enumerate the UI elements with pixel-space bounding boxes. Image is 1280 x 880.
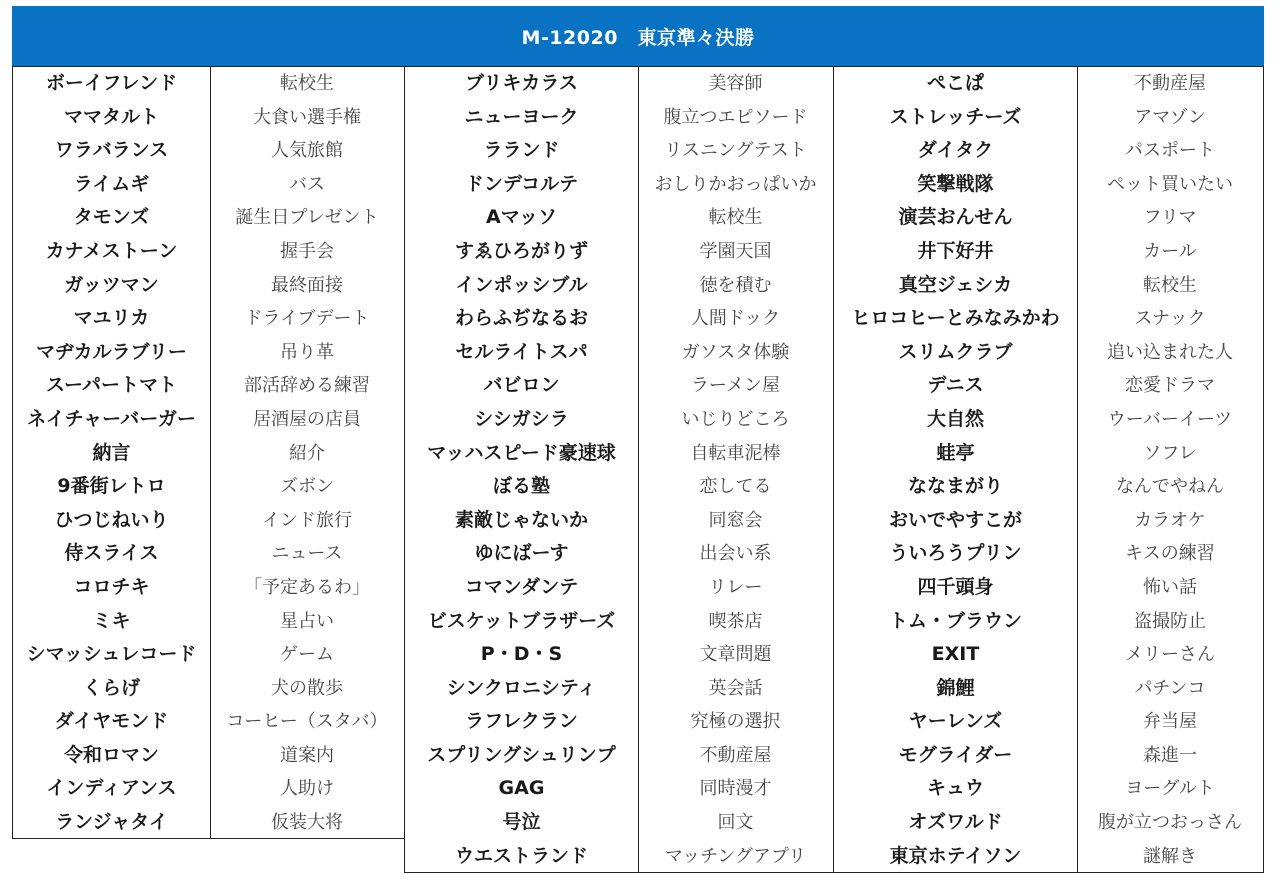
performance-topic: 転校生 xyxy=(708,207,763,229)
performer-name: ミキ xyxy=(92,609,131,632)
performance-topic: おしりかおっぱいか xyxy=(654,173,817,195)
performer-name: くらげ xyxy=(82,676,140,699)
performer-name: 侍スライス xyxy=(64,542,159,565)
performer-name: ストレッチーズ xyxy=(889,105,1022,128)
performance-topic: 握手会 xyxy=(280,240,334,262)
performer-name: ぺこぱ xyxy=(926,72,984,94)
performer-name: ダイタク xyxy=(917,139,994,162)
performer-name: マヂカルラブリー xyxy=(36,340,187,363)
performer-name: ラフレクラン xyxy=(465,710,578,733)
performer-name: インポッシブル xyxy=(455,273,588,296)
performance-topic: 美容師 xyxy=(708,73,763,94)
performer-name: ひつじねいり xyxy=(54,508,169,531)
topic-column xyxy=(210,67,404,838)
performer-name: ランジャタイ xyxy=(55,811,168,834)
performer-name: スーパートマト xyxy=(45,374,178,397)
performer-name: ういろうプリン xyxy=(889,542,1022,565)
performance-topic: 怖い話 xyxy=(1143,576,1197,598)
performance-topic: 恋してる xyxy=(699,476,772,498)
performance-topic: 究極の選択 xyxy=(690,711,781,733)
performance-topic: 仮装大将 xyxy=(271,812,343,834)
performance-topic: 犬の散歩 xyxy=(271,677,343,699)
performance-topic: 道案内 xyxy=(280,744,334,766)
performer-name: 四千頭身 xyxy=(917,575,994,598)
performer-name: マユリカ xyxy=(73,307,150,330)
performance-topic: 自転車泥棒 xyxy=(690,442,781,464)
performance-topic: アマゾン xyxy=(1134,106,1206,128)
performer-name: 演芸おんせん xyxy=(898,206,1013,229)
performer-name: カナメストーン xyxy=(45,239,178,262)
performer-name: EXIT xyxy=(931,643,980,666)
performer-name: ななまがり xyxy=(907,475,1003,498)
group-2 xyxy=(404,66,834,873)
performance-topic: 恋愛ドラマ xyxy=(1125,375,1215,397)
performer-name: 9番街レトロ xyxy=(57,475,166,498)
performance-topic: コーヒー（スタバ） xyxy=(226,711,388,733)
performer-name: 号泣 xyxy=(502,811,541,834)
group-1 xyxy=(12,66,405,839)
performer-name: 東京ホテイソン xyxy=(889,844,1022,867)
performance-topic: 森進一 xyxy=(1143,744,1197,766)
performer-name: 令和ロマン xyxy=(63,743,159,766)
performer-name: コロチキ xyxy=(73,575,150,598)
performer-name: 笑撃戦隊 xyxy=(917,172,994,195)
performance-topic: ニュース xyxy=(271,543,343,565)
performance-topic: フリマ xyxy=(1143,207,1197,229)
performance-topic: ソフレ xyxy=(1143,442,1197,464)
performance-topic: パスポート xyxy=(1125,140,1215,162)
performance-topic: ゲーム xyxy=(280,644,334,666)
performance-topic: 弁当屋 xyxy=(1143,711,1197,733)
name-column xyxy=(834,67,1078,872)
performance-topic: メリーさん xyxy=(1125,644,1215,666)
performer-name: ブリキカラス xyxy=(465,72,578,94)
performance-topic: 大食い選手権 xyxy=(253,106,361,128)
performance-topic: 星占い xyxy=(280,610,334,632)
performer-name: 大自然 xyxy=(926,407,984,430)
performance-topic: 「予定あるわ」 xyxy=(244,576,370,598)
performer-name: バビロン xyxy=(483,374,560,397)
performance-topic: 腹が立つおっさん xyxy=(1098,812,1242,834)
performance-topic: ラーメン屋 xyxy=(690,375,781,397)
performance-topic: 文章問題 xyxy=(699,644,772,666)
performance-topic: 転校生 xyxy=(280,73,334,94)
performance-topic: マッチングアプリ xyxy=(664,845,807,867)
performance-topic: 紹介 xyxy=(289,442,325,464)
performer-name: ママタルト xyxy=(63,105,159,128)
performer-name: ウエストランド xyxy=(454,844,588,867)
performer-name: 蛙亭 xyxy=(936,441,975,464)
performance-topic: カラオケ xyxy=(1134,509,1206,531)
performance-topic: ズボン xyxy=(280,476,334,498)
performer-name: ニューヨーク xyxy=(464,105,579,128)
performer-name: ぼる塾 xyxy=(492,475,550,498)
performer-name: Aマッソ xyxy=(486,206,557,229)
performance-topic: 居酒屋の店員 xyxy=(253,408,361,430)
performer-name: マッハスピード豪速球 xyxy=(427,441,616,464)
performer-name: シマッシュレコード xyxy=(26,643,197,666)
performer-name: GAG xyxy=(498,777,545,800)
performer-name: シンクロニシティ xyxy=(446,676,597,699)
performer-name: わらふぢなるお xyxy=(454,307,588,330)
performance-topic: バス xyxy=(289,173,325,195)
performer-name: ヒロコヒーとみなみかわ xyxy=(851,307,1060,330)
performance-topic: 徳を積む xyxy=(699,274,772,296)
performer-name: 真空ジェシカ xyxy=(898,273,1013,296)
performance-topic: 出会い系 xyxy=(699,543,772,565)
performer-name: スリムクラブ xyxy=(898,340,1013,363)
performer-name: ラランド xyxy=(483,139,560,162)
performer-name: 錦鯉 xyxy=(936,676,975,699)
performance-topic: ガソスタ体験 xyxy=(681,341,790,363)
performer-name: セルライトスパ xyxy=(455,340,588,363)
topic-column xyxy=(1077,67,1263,872)
performance-topic: 喫茶店 xyxy=(708,610,763,632)
performance-topic: 不動産屋 xyxy=(699,744,772,766)
performance-topic: 人間ドック xyxy=(690,308,781,330)
performer-name: タモンズ xyxy=(73,206,150,229)
performance-topic: 人助け xyxy=(280,778,334,800)
performer-name: ライムギ xyxy=(73,172,150,195)
performance-topic: 追い込まれた人 xyxy=(1107,341,1233,363)
performance-topic: ヨーグルト xyxy=(1125,778,1215,800)
performance-topic: 学園天国 xyxy=(699,240,772,262)
performance-topic: いじりどころ xyxy=(681,408,790,430)
performance-topic: スナック xyxy=(1134,308,1206,330)
performance-topic: 同窓会 xyxy=(708,509,763,531)
performance-topic: リレー xyxy=(708,576,763,598)
performance-topic: 最終面接 xyxy=(271,274,343,296)
performance-topic: 誕生日プレゼント xyxy=(235,207,379,229)
performance-topic: パチンコ xyxy=(1134,677,1206,699)
performance-topic: 転校生 xyxy=(1143,274,1197,296)
performance-topic: 英会話 xyxy=(708,677,763,699)
performer-name: トム・ブラウン xyxy=(888,609,1022,632)
performer-name: コマンダンテ xyxy=(464,575,579,598)
performer-name: オズワルド xyxy=(908,811,1003,834)
performance-topic: 部活辞める練習 xyxy=(244,375,370,397)
performance-topic: 同時漫才 xyxy=(699,778,772,800)
performer-name: インディアンス xyxy=(46,777,177,800)
performer-name: ゆにばーす xyxy=(474,542,569,565)
performance-topic: 謎解き xyxy=(1143,845,1197,867)
performance-topic: キスの練習 xyxy=(1125,543,1215,565)
performer-name: ガッツマン xyxy=(64,273,159,296)
performer-name: ワラバランス xyxy=(54,139,169,162)
performance-topic: 腹立つエピソード xyxy=(663,106,808,128)
performer-name: ドンデコルテ xyxy=(464,172,579,195)
performance-topic: 盗撮防止 xyxy=(1134,610,1206,632)
performance-topic: リスニングテスト xyxy=(664,140,807,162)
performance-topic: ドライブデート xyxy=(244,308,370,330)
performance-topic: なんでやねん xyxy=(1116,476,1224,498)
performance-topic: ウーバーイーツ xyxy=(1107,408,1233,430)
performer-name: ボーイフレンド xyxy=(45,72,178,94)
performer-name: すゑひろがりず xyxy=(454,239,588,262)
performer-name: キュウ xyxy=(926,777,984,800)
performance-topic: インド旅行 xyxy=(262,509,352,531)
performer-name: 井下好井 xyxy=(917,239,994,262)
performer-name: ダイヤモンド xyxy=(54,710,169,733)
performer-name: シシガシラ xyxy=(474,407,569,430)
performance-topic: ペット買いたい xyxy=(1107,173,1233,195)
performer-name: おいでやすこが xyxy=(888,508,1022,531)
performer-name: 素敵じゃないか xyxy=(454,508,588,531)
topic-column xyxy=(638,67,833,872)
performance-topic: 人気旅館 xyxy=(271,140,343,162)
performer-name: ネイチャーバーガー xyxy=(27,407,196,430)
performance-topic: 回文 xyxy=(717,812,754,834)
group-3 xyxy=(833,66,1264,873)
name-column xyxy=(405,67,639,872)
performer-name: スプリングシュリンプ xyxy=(427,743,616,766)
performer-name: ヤーレンズ xyxy=(908,710,1003,733)
performer-name: デニス xyxy=(927,374,984,397)
table-title: M-12020 東京準々決勝 xyxy=(12,6,1264,66)
performance-topic: カール xyxy=(1143,240,1197,262)
performance-topic: 不動産屋 xyxy=(1134,73,1206,94)
performer-name: モグライダー xyxy=(898,743,1013,766)
performance-topic: 吊り革 xyxy=(280,341,334,363)
name-column xyxy=(13,67,211,838)
performer-name: P・D・S xyxy=(480,643,563,666)
performer-name: ビスケットブラザーズ xyxy=(427,609,616,632)
performer-name: 納言 xyxy=(92,441,131,464)
